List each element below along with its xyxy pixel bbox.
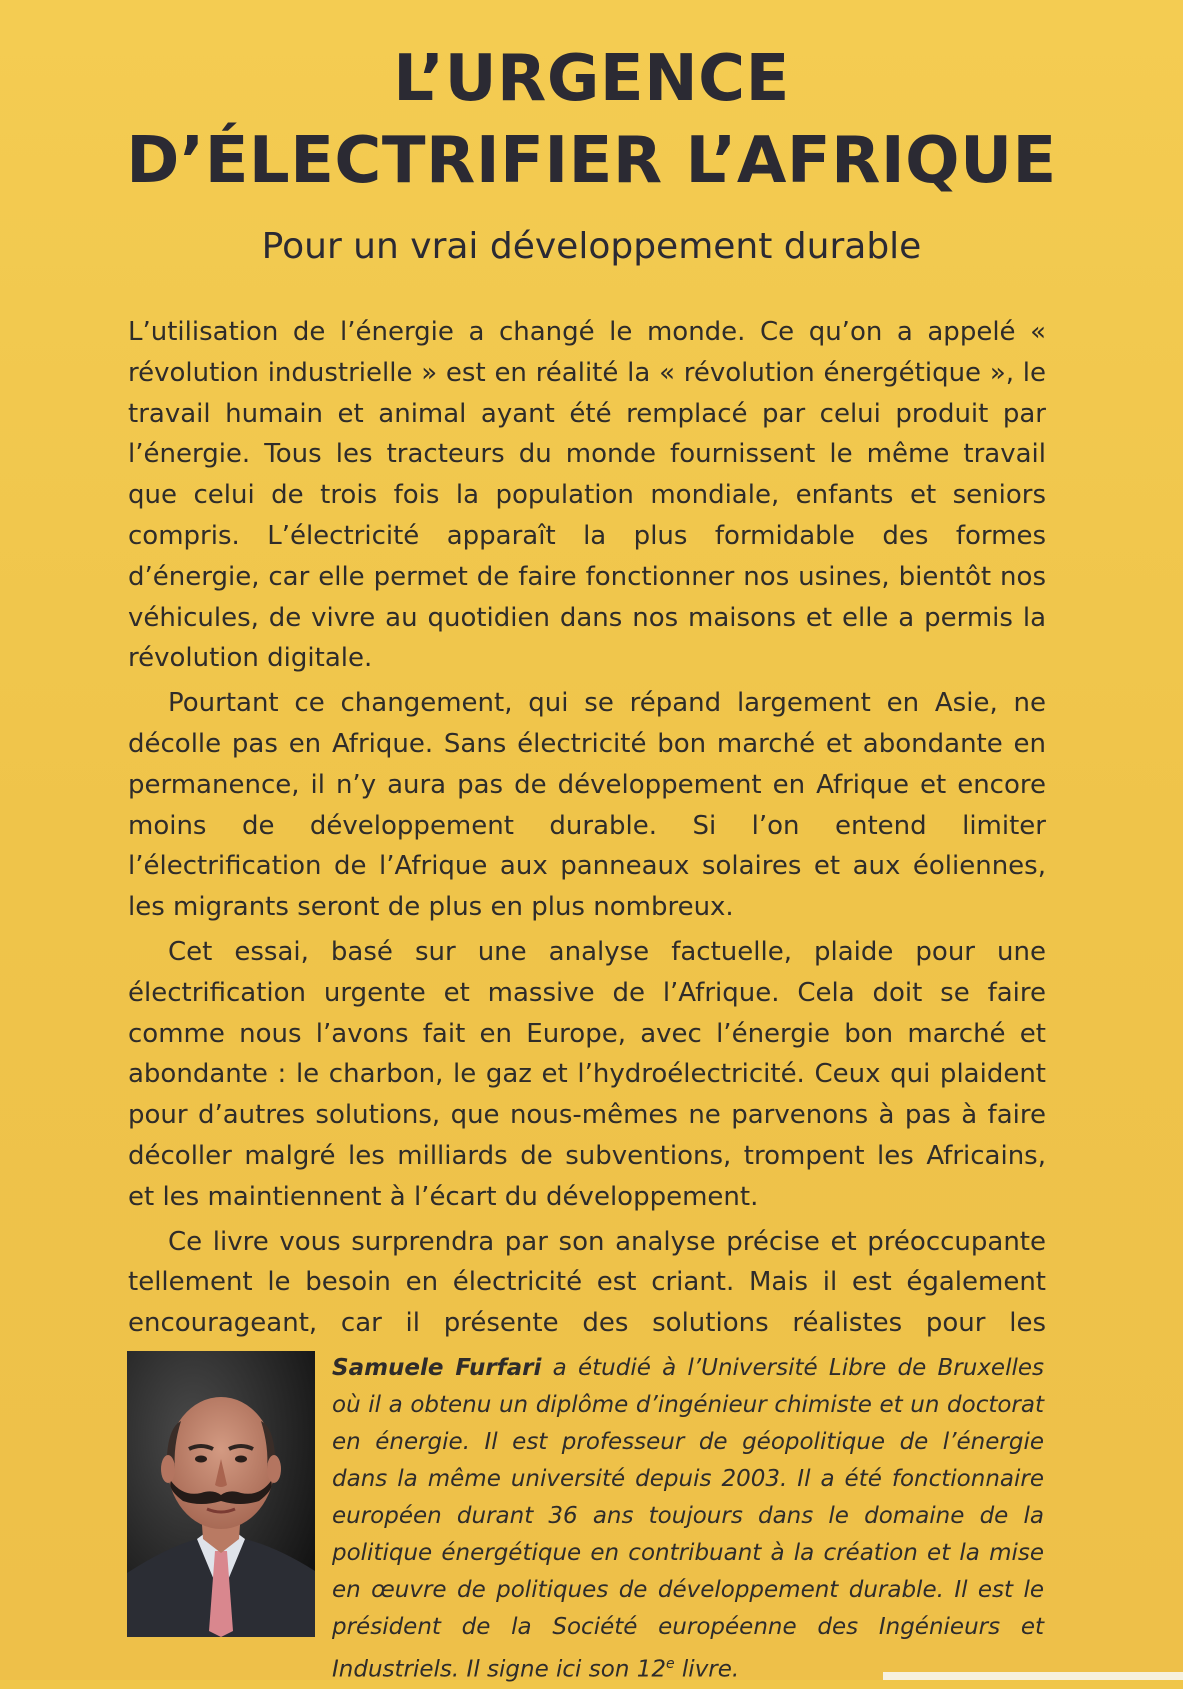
book-title (0, 38, 1183, 202)
author-photo (127, 1351, 315, 1637)
author-bio-text: a étudié à l’Université Libre de Bruxelles où il a obtenu un diplôme d’ingénieur chimiste et un doctorat en énergie. Il est professeur de géopolitique de l’énergie dans la même université depuis 2003. Il a été fonctionnaire européen durant 36 ans toujours dans le domaine de la politique énergétique en contribuant à la création et la mise en œuvre de politiques de développement durable. Il est le président de la Société européenne des Ingénieurs et Industriels. Il signe ici son 12 (332, 1355, 1044, 1683)
title-line-1: L’URGENCE (393, 42, 790, 116)
blurb-paragraph-3: Cet essai, basé sur une analyse factuelle, plaide pour une électrification urgente et massive de l’Afrique. Cela doit se faire comme nous l’avons fait en Europe, avec l’énergie bon marché et abondante : le charbon, le gaz et l’hydroélectricité. Ceux qui plaident pour d’autres solutions, que nous-mêmes ne parvenons à pas à faire décoller malgré les milliards de subventions, trompent les Africains, et les maintiennent à l’écart du développement. (128, 936, 1046, 1212)
blurb-paragraph-2: Pourtant ce changement, qui se répand largement en Asie, ne décolle pas en Afrique. Sans électricité bon marché et abondante en permanence, il n’y aura pas de développement en Afrique et encore moins de développement durable. Si l’on entend limiter l’électrification de l’Afrique aux panneaux solaires et aux éoliennes, les migrants seront de plus en plus nombreux. (128, 688, 1046, 923)
book-subtitle: Pour un vrai développement durable (261, 226, 922, 267)
author-bio-superscript: e (665, 1656, 675, 1672)
cover-edge (883, 1672, 1183, 1680)
title-line-2: D’ÉLECTRIFIER L’AFRIQUE (126, 124, 1057, 198)
blurb (128, 312, 1046, 1389)
author-name: Samuele Furfari (332, 1355, 542, 1381)
author-portrait-image (127, 1351, 315, 1637)
blurb-paragraph-1: L’utilisation de l’énergie a changé le monde. Ce qu’on a appelé « révolution industrielle » est en réalité la « révolution énergétique », le travail humain et animal ayant été remplacé par celui produit par l’énergie. Tous les tracteurs du monde fournissent le même travail que celui de trois fois la population mondiale, enfants et seniors compris. L’électricité apparaît la plus formidable des formes d’énergie, car elle permet de faire fonctionner nos usines, bientôt nos véhicules, de vivre au quotidien dans nos maisons et elle a permis la révolution digitale. (128, 317, 1046, 674)
blurb-paragraph-4: Ce livre vous surprendra par son analyse précise et préoccupante tellement le besoin en électricité est criant. Mais il est également encourageant, car il présente des solutions réalistes pour les (128, 1226, 1046, 1339)
author-bio-end: livre. (674, 1656, 740, 1683)
author-bio (332, 1350, 1044, 1689)
